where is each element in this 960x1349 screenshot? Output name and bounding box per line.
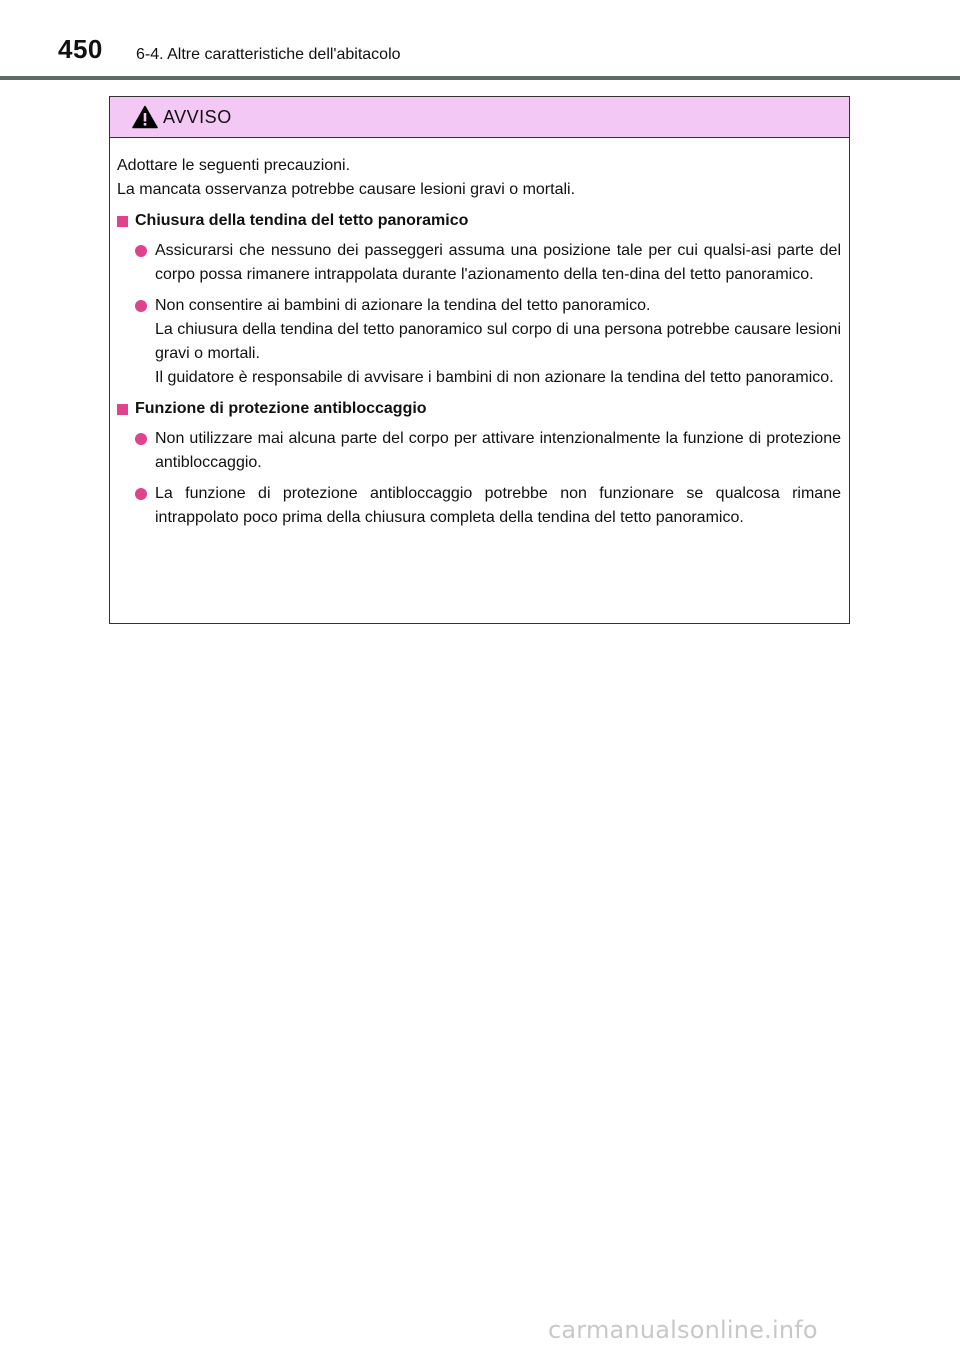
circle-bullet-icon xyxy=(135,433,147,445)
list-item xyxy=(117,482,841,530)
warning-triangle-icon xyxy=(132,105,158,129)
square-bullet-icon xyxy=(117,216,128,227)
list-item-text: Non consentire ai bambini di azionare la tendina del tetto panoramico. La chiusura della tendina del tetto panoramico sul corpo di una persona potrebbe causare lesioni gravi o mortali. Il guidatore è responsabile di avvisare i bambini di non azionare la tendina del tetto panoramico. xyxy=(155,297,841,386)
warning-title: AVVISO xyxy=(163,107,232,127)
list-item xyxy=(117,239,841,287)
section-title: 6-4. Altre caratteristiche dell'abitacolo xyxy=(136,46,401,63)
intro-line: La mancata osservanza potrebbe causare lesioni gravi o mortali. xyxy=(117,181,576,198)
warning-box xyxy=(109,96,850,624)
warning-body xyxy=(110,138,849,530)
warning-intro xyxy=(117,154,841,202)
square-bullet-icon xyxy=(117,404,128,415)
watermark: carmanualsonline.info xyxy=(548,1316,818,1344)
page-number: 450 xyxy=(58,34,103,64)
header-divider xyxy=(0,76,960,80)
circle-bullet-icon xyxy=(135,300,147,312)
section-heading xyxy=(117,209,841,233)
circle-bullet-icon xyxy=(135,488,147,500)
list-item-text: Non utilizzare mai alcuna parte del corpo per attivare intenzionalmente la funzione di protezione antibloccaggio. xyxy=(155,430,841,471)
list-item-text: Assicurarsi che nessuno dei passeggeri assuma una posizione tale per cui qualsi-asi parte del corpo possa rimanere intrappolata durante l'azionamento della ten-dina del tetto panoramico. xyxy=(155,242,841,283)
circle-bullet-icon xyxy=(135,245,147,257)
page-header xyxy=(0,0,960,80)
list-item xyxy=(117,427,841,475)
section-heading xyxy=(117,397,841,421)
section-heading-text: Chiusura della tendina del tetto panoramico xyxy=(135,212,469,229)
list-item-text: La funzione di protezione antibloccaggio potrebbe non funzionare se qualcosa rimane intrappolato poco prima della chiusura completa della tendina del tetto panoramico. xyxy=(155,485,841,526)
list-item xyxy=(117,294,841,390)
intro-line: Adottare le seguenti precauzioni. xyxy=(117,157,351,174)
warning-header xyxy=(110,97,849,138)
section-heading-text: Funzione di protezione antibloccaggio xyxy=(135,400,427,417)
